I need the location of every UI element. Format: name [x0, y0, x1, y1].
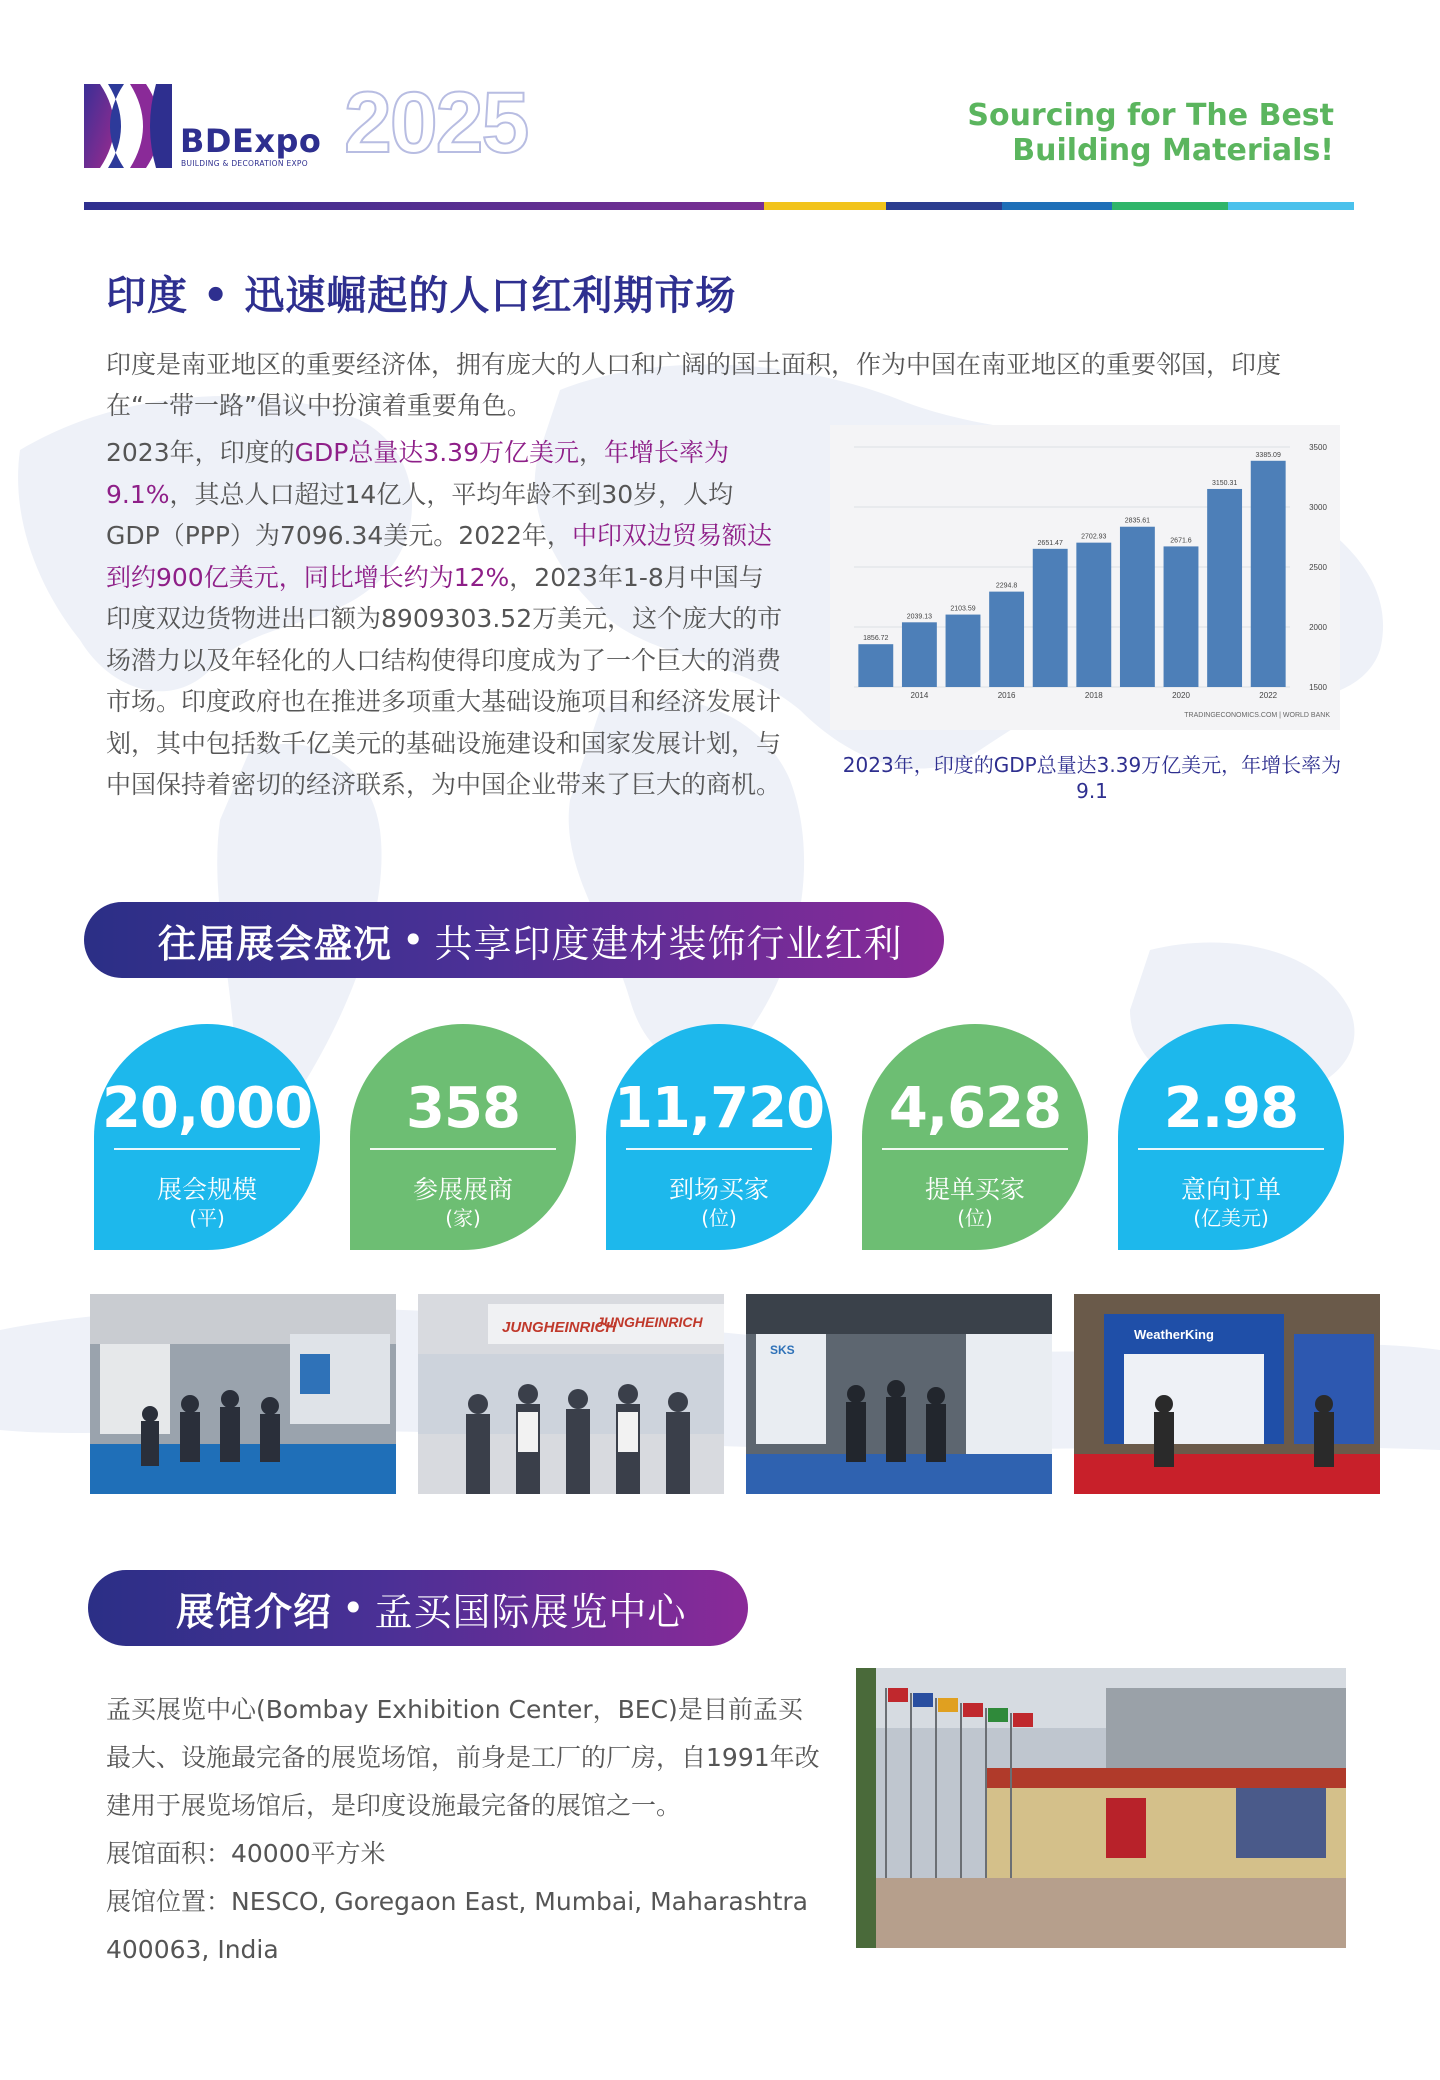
stat-value: 4,628 [888, 1076, 1062, 1141]
chart-source-label: TRADINGECONOMICS.COM | WORLD BANK [1184, 712, 1330, 719]
rule-segment [1002, 202, 1112, 210]
data-label: 3150.31 [1211, 479, 1238, 487]
stat-label: 到场买家 [668, 1175, 769, 1204]
data-label: 1856.72 [863, 635, 889, 643]
rule-segment [84, 202, 764, 210]
highlight-trade: 中印双边贸易额达到约900亿美元，同比增长约为12% [106, 521, 772, 592]
data-label: 2671.6 [1170, 537, 1192, 545]
data-label: 2294.8 [995, 582, 1018, 590]
bar [946, 615, 981, 687]
venue-area: 展馆面积：40000平方米 [106, 1839, 386, 1868]
y-tick-label: 2000 [1309, 623, 1327, 632]
brand-name: BDExpo [180, 122, 322, 160]
banner-title-light: 孟买国际展览中心 [374, 1589, 687, 1634]
stat-unit: (家) [445, 1206, 481, 1230]
rule-segment [1112, 202, 1228, 210]
india-economy-paragraph [106, 432, 786, 806]
chart-caption: 2023年，印度的GDP总量达3.39万亿美元，年增长率为9.1 [842, 753, 1342, 803]
bar [1251, 461, 1286, 687]
x-tick-label: 2014 [910, 691, 929, 700]
slogan [967, 98, 1334, 168]
stat-card-exhibitors [350, 1024, 576, 1250]
brand-subtitle: BUILDING & DECORATION EXPO [181, 159, 308, 168]
past-exhibitions-banner [84, 902, 944, 978]
banner-title-bold: 往届展会盛况 [158, 921, 393, 966]
stat-card-visitors [606, 1024, 832, 1250]
text-run: 2023年，印度的 [106, 438, 295, 467]
stat-divider [882, 1148, 1068, 1150]
stat-label: 展会规模 [156, 1175, 257, 1204]
stat-card-orders [1118, 1024, 1344, 1250]
y-tick-label: 3500 [1309, 443, 1327, 452]
bar [1076, 543, 1111, 687]
text-run: ，其总人口超过14亿人，平均年龄不到30岁，人均GDP（PPP）为7096.34美元。2022年， [106, 479, 734, 550]
venue-photo [856, 1668, 1346, 1948]
venue-description [106, 1686, 826, 1974]
bdexpo-logo-icon [84, 84, 172, 168]
stat-label: 提单买家 [924, 1175, 1025, 1204]
x-tick-label: 2022 [1259, 691, 1278, 700]
x-tick-label: 2020 [1172, 691, 1190, 700]
stat-unit: (亿美元) [1193, 1206, 1269, 1230]
stat-unit: (平) [189, 1206, 225, 1230]
exhibition-photo [746, 1294, 1052, 1494]
data-label: 2039.13 [906, 613, 933, 621]
x-tick-label: 2016 [997, 691, 1016, 700]
india-intro-paragraph: 印度是南亚地区的重要经济体，拥有庞大的人口和广阔的国土面积，作为中国在南亚地区的重要邻国，印度在“一带一路”倡议中扮演着重要角色。 [106, 350, 1282, 420]
exhibition-photo [90, 1294, 396, 1494]
venue-paragraph: 孟买展览中心(Bombay Exhibition Center，BEC)是目前孟买最大、设施最完备的展览场馆，前身是工厂的厂房，自1991年改建用于展览场馆后，是印度设施最完备的展馆之一。 [106, 1695, 820, 1820]
gdp-bar-chart [830, 425, 1340, 730]
stat-unit: (位) [957, 1206, 993, 1230]
year-outline-text [344, 82, 550, 162]
venue-banner [88, 1570, 748, 1646]
highlight-gdp: GDP总量达3.39万亿美元 [294, 438, 579, 467]
stat-divider [1138, 1148, 1324, 1150]
banner-bullet: • [342, 1586, 365, 1630]
data-label: 2651.47 [1037, 539, 1063, 547]
y-tick-label: 3000 [1309, 503, 1327, 512]
stat-value: 358 [406, 1076, 520, 1141]
stat-divider [114, 1148, 300, 1150]
stat-divider [370, 1148, 556, 1150]
bar [1207, 489, 1242, 687]
bar [858, 644, 893, 687]
x-tick-label: 2018 [1084, 691, 1103, 700]
exhibition-photo [418, 1294, 724, 1494]
banner-title-light: 共享印度建材装饰行业红利 [434, 921, 903, 966]
slogan-line-2: Building Materials! [1012, 133, 1334, 168]
rule-segment [1228, 202, 1354, 210]
bar [989, 592, 1024, 687]
slogan-line-1: Sourcing for The Best [967, 98, 1334, 133]
bar [1120, 527, 1155, 687]
text-run: ， [579, 438, 605, 467]
booth-sign: WeatherKing [1134, 1327, 1214, 1342]
booth-sign: JUNGHEINRICH [596, 1314, 703, 1330]
stat-label: 参展展商 [412, 1175, 513, 1204]
text-run: ，2023年1-8月中国与印度双边货物进出口额为8909303.52万美元，这个庞大的市场潜力以及年轻化的人口结构使得印度成为了一个巨大的消费市场。印度政府也在推进多项重大基础设施项目和经济发展计划，其中包括数千亿美元的基础设施建设和国家发展计划，与中国保持着密切的经济联系，为中国企业带来了巨大的商机。 [106, 562, 783, 799]
booth-sign: SKS [770, 1343, 795, 1357]
stat-card-buyers [862, 1024, 1088, 1250]
banner-bullet: • [402, 918, 425, 962]
stat-divider [626, 1148, 812, 1150]
data-label: 2103.59 [950, 605, 976, 613]
rule-segment [886, 202, 1002, 210]
stat-value: 2.98 [1163, 1076, 1299, 1141]
bar [902, 622, 937, 687]
data-label: 2702.93 [1081, 533, 1107, 541]
stat-value: 20,000 [101, 1076, 313, 1141]
highlight-growth: 年增长率为9.1% [106, 438, 730, 509]
stat-value: 11,720 [613, 1076, 825, 1141]
y-tick-label: 1500 [1309, 683, 1327, 692]
section-title-india: 印度 • 迅速崛起的人口红利期市场 [106, 273, 737, 319]
rule-segment [764, 202, 886, 210]
venue-location: 展馆位置：NESCO, Goregaon East, Mumbai, Maharashtra 400063, India [106, 1887, 809, 1964]
data-label: 3385.09 [1255, 451, 1281, 459]
bar [1164, 546, 1199, 687]
stat-card-area [94, 1024, 320, 1250]
bar [1033, 549, 1068, 687]
header-color-rule [84, 202, 1354, 210]
booth-sign: JUNGHEINRICH [502, 1319, 617, 1336]
stat-label: 意向订单 [1180, 1175, 1281, 1204]
svg-text:2025: 2025 [344, 82, 528, 162]
banner-title-bold: 展馆介绍 [176, 1589, 333, 1634]
data-label: 2835.61 [1124, 517, 1151, 525]
stat-unit: (位) [701, 1206, 737, 1230]
y-tick-label: 2500 [1309, 563, 1327, 572]
exhibition-photo [1074, 1294, 1380, 1494]
